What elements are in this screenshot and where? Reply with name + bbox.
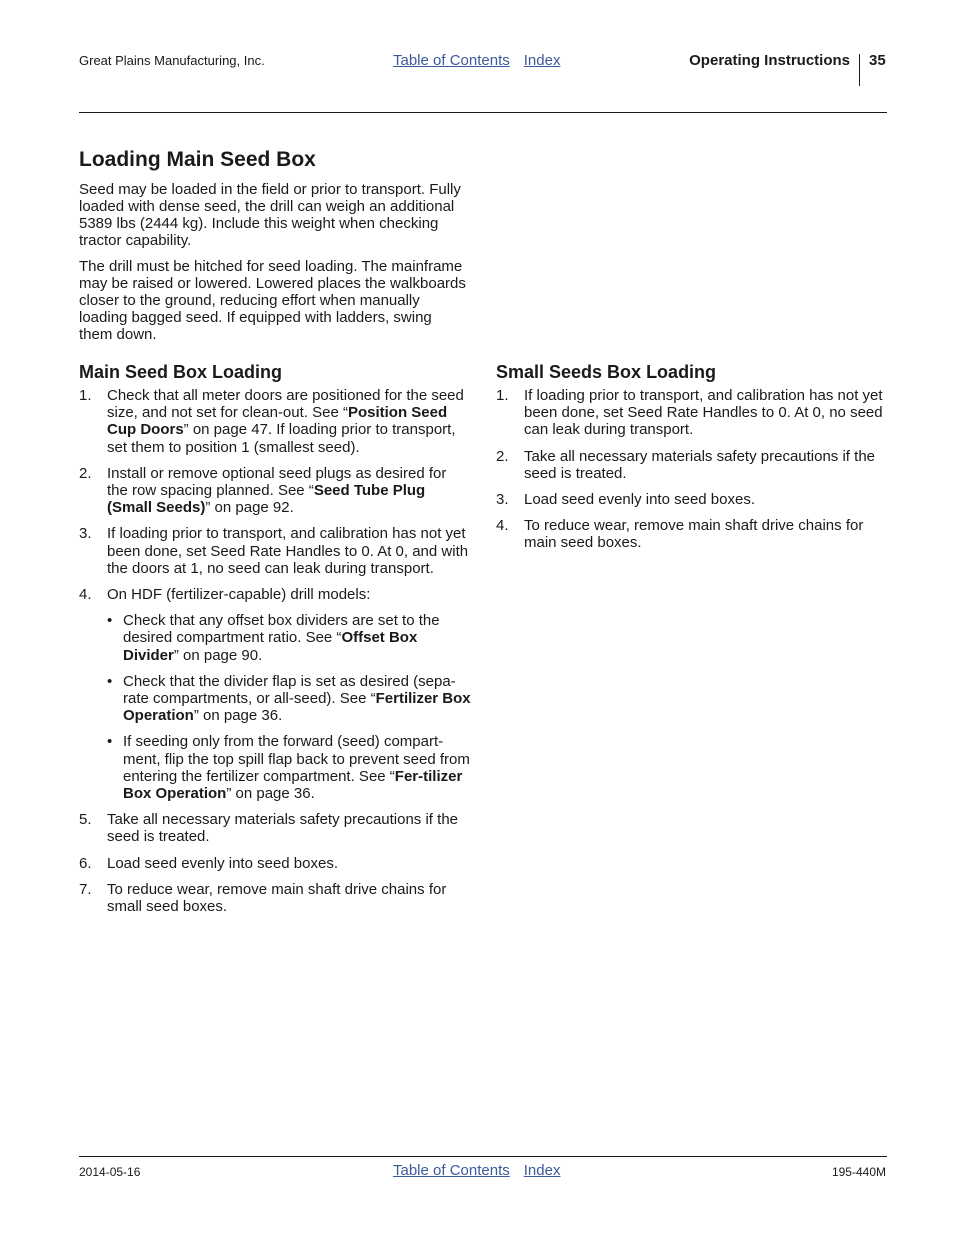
cross-reference: Seed Tube Plug (Small Seeds) (107, 482, 426, 517)
cross-reference: Position Seed Cup Doors (107, 404, 448, 439)
step-item (79, 855, 471, 872)
step-text: Install or remove optional seed plugs as desired for the row spacing planned. See “ (107, 464, 447, 500)
step-number: 6. (79, 854, 92, 872)
page-number: 35 (869, 52, 886, 69)
bullet-item (107, 733, 471, 802)
header-nav (393, 52, 574, 69)
header-divider (859, 54, 860, 86)
step-item (79, 586, 471, 802)
step-item (79, 811, 471, 845)
step-number: 1. (79, 387, 92, 404)
step-number: 1. (496, 387, 509, 404)
step-item (79, 881, 471, 915)
toc-link[interactable]: Table of Contents (393, 52, 510, 69)
step-text: To reduce wear, remove main shaft drive chains for main seed boxes. (524, 517, 864, 552)
small-seeds-section (496, 361, 888, 561)
step-number: 2. (496, 447, 509, 465)
main-seed-section (79, 361, 471, 924)
bullet-item (107, 612, 471, 664)
intro-text (79, 181, 469, 352)
footer-date: 2014-05-16 (79, 1165, 141, 1179)
bullet-icon: • (107, 612, 113, 630)
step-number: 2. (79, 464, 92, 482)
step-text: Take all necessary materials safety precautions if the seed is treated. (107, 811, 458, 846)
bullet-icon: • (107, 733, 113, 751)
step-text: Load seed evenly into seed boxes. (524, 491, 755, 509)
step-number: 3. (496, 491, 509, 509)
bullet-text: ” on page 90. (173, 646, 263, 664)
bullet-text: Check that any offset box dividers are set to the desired compartment ratio. See “ (123, 612, 440, 647)
step-number: 5. (79, 811, 92, 829)
header-company-name: Great Plains Manufacturing, Inc. (79, 53, 265, 68)
step-item (496, 491, 888, 508)
step-item (496, 448, 888, 482)
bullet-text: ” on page 36. (193, 707, 283, 725)
step-item (79, 387, 471, 456)
footer-rule (79, 1156, 887, 1157)
toc-link[interactable]: Table of Contents (393, 1162, 510, 1179)
section-title: Operating Instructions (689, 52, 850, 69)
step-number: 3. (79, 525, 92, 543)
cross-reference: Fer-tilizer Box Operation (123, 767, 463, 803)
step-item (496, 387, 888, 439)
step-text: If loading prior to transport, and calibration has not yet been done, set Seed Rate Handles to 0. At 0, no seed can leak during transport. (524, 387, 883, 439)
main-seed-steps (79, 387, 471, 915)
index-link[interactable]: Index (523, 52, 561, 69)
step-item (496, 517, 888, 551)
step-text: Load seed evenly into seed boxes. (107, 854, 338, 872)
step-number: 4. (79, 586, 92, 604)
bullet-text: ” on page 36. (226, 785, 315, 803)
step-text: Check that all meter doors are positioned for the seed size, and not set for clean-out. See “ (107, 387, 464, 422)
bullet-text: Check that the divider flap is set as desired (sepa-rate compartments, or all-seed). See “ (123, 672, 456, 708)
index-link[interactable]: Index (523, 1162, 561, 1179)
step-text: If loading prior to transport, and calibration has not yet been done, set Seed Rate Handles to 0. At 0, and with the doors at 1, no seed can leak during transport. (107, 525, 469, 577)
cross-reference: Fertilizer Box Operation (123, 690, 471, 725)
header-rule (79, 112, 887, 113)
step-text: ” on page 47. If loading prior to transport, set them to position 1 (smallest seed). (107, 421, 456, 456)
step-text: On HDF (fertilizer-capable) drill models: (107, 586, 371, 604)
step-number: 7. (79, 880, 92, 898)
cross-reference: Offset Box Divider (123, 629, 418, 664)
hdf-bullets (107, 612, 471, 802)
step-text: Take all necessary materials safety precautions if the seed is treated. (524, 447, 875, 482)
page-title: Loading Main Seed Box (79, 148, 316, 171)
bullet-item (107, 673, 471, 725)
bullet-text: If seeding only from the forward (seed) compart-ment, flip the top spill flap back to prevent seed from entering the fertilizer compartment. See “ (123, 733, 470, 785)
footer-nav (393, 1162, 574, 1179)
step-item (79, 465, 471, 517)
footer-doc-number: 195-440M (831, 1165, 886, 1179)
intro-paragraph: The drill must be hitched for seed loading. The mainframe may be raised or lowered. Lowered places the walkboards closer to the ground, reducing effort when manually loading bagged seed. If equipped with ladders, swing them down. (79, 258, 466, 343)
main-seed-heading: Main Seed Box Loading (79, 362, 283, 382)
step-item (79, 525, 471, 577)
intro-paragraph: Seed may be loaded in the field or prior to transport. Fully loaded with dense seed, the drill can weigh an additional 5389 lbs (2444 kg). Include this weight when checking tractor capability. (79, 181, 461, 249)
step-text: To reduce wear, remove main shaft drive chains for small seed boxes. (107, 880, 447, 916)
bullet-icon: • (107, 672, 113, 690)
small-seeds-steps (496, 387, 888, 552)
small-seeds-heading: Small Seeds Box Loading (496, 362, 717, 382)
step-text: ” on page 92. (205, 499, 294, 517)
step-number: 4. (496, 517, 509, 535)
